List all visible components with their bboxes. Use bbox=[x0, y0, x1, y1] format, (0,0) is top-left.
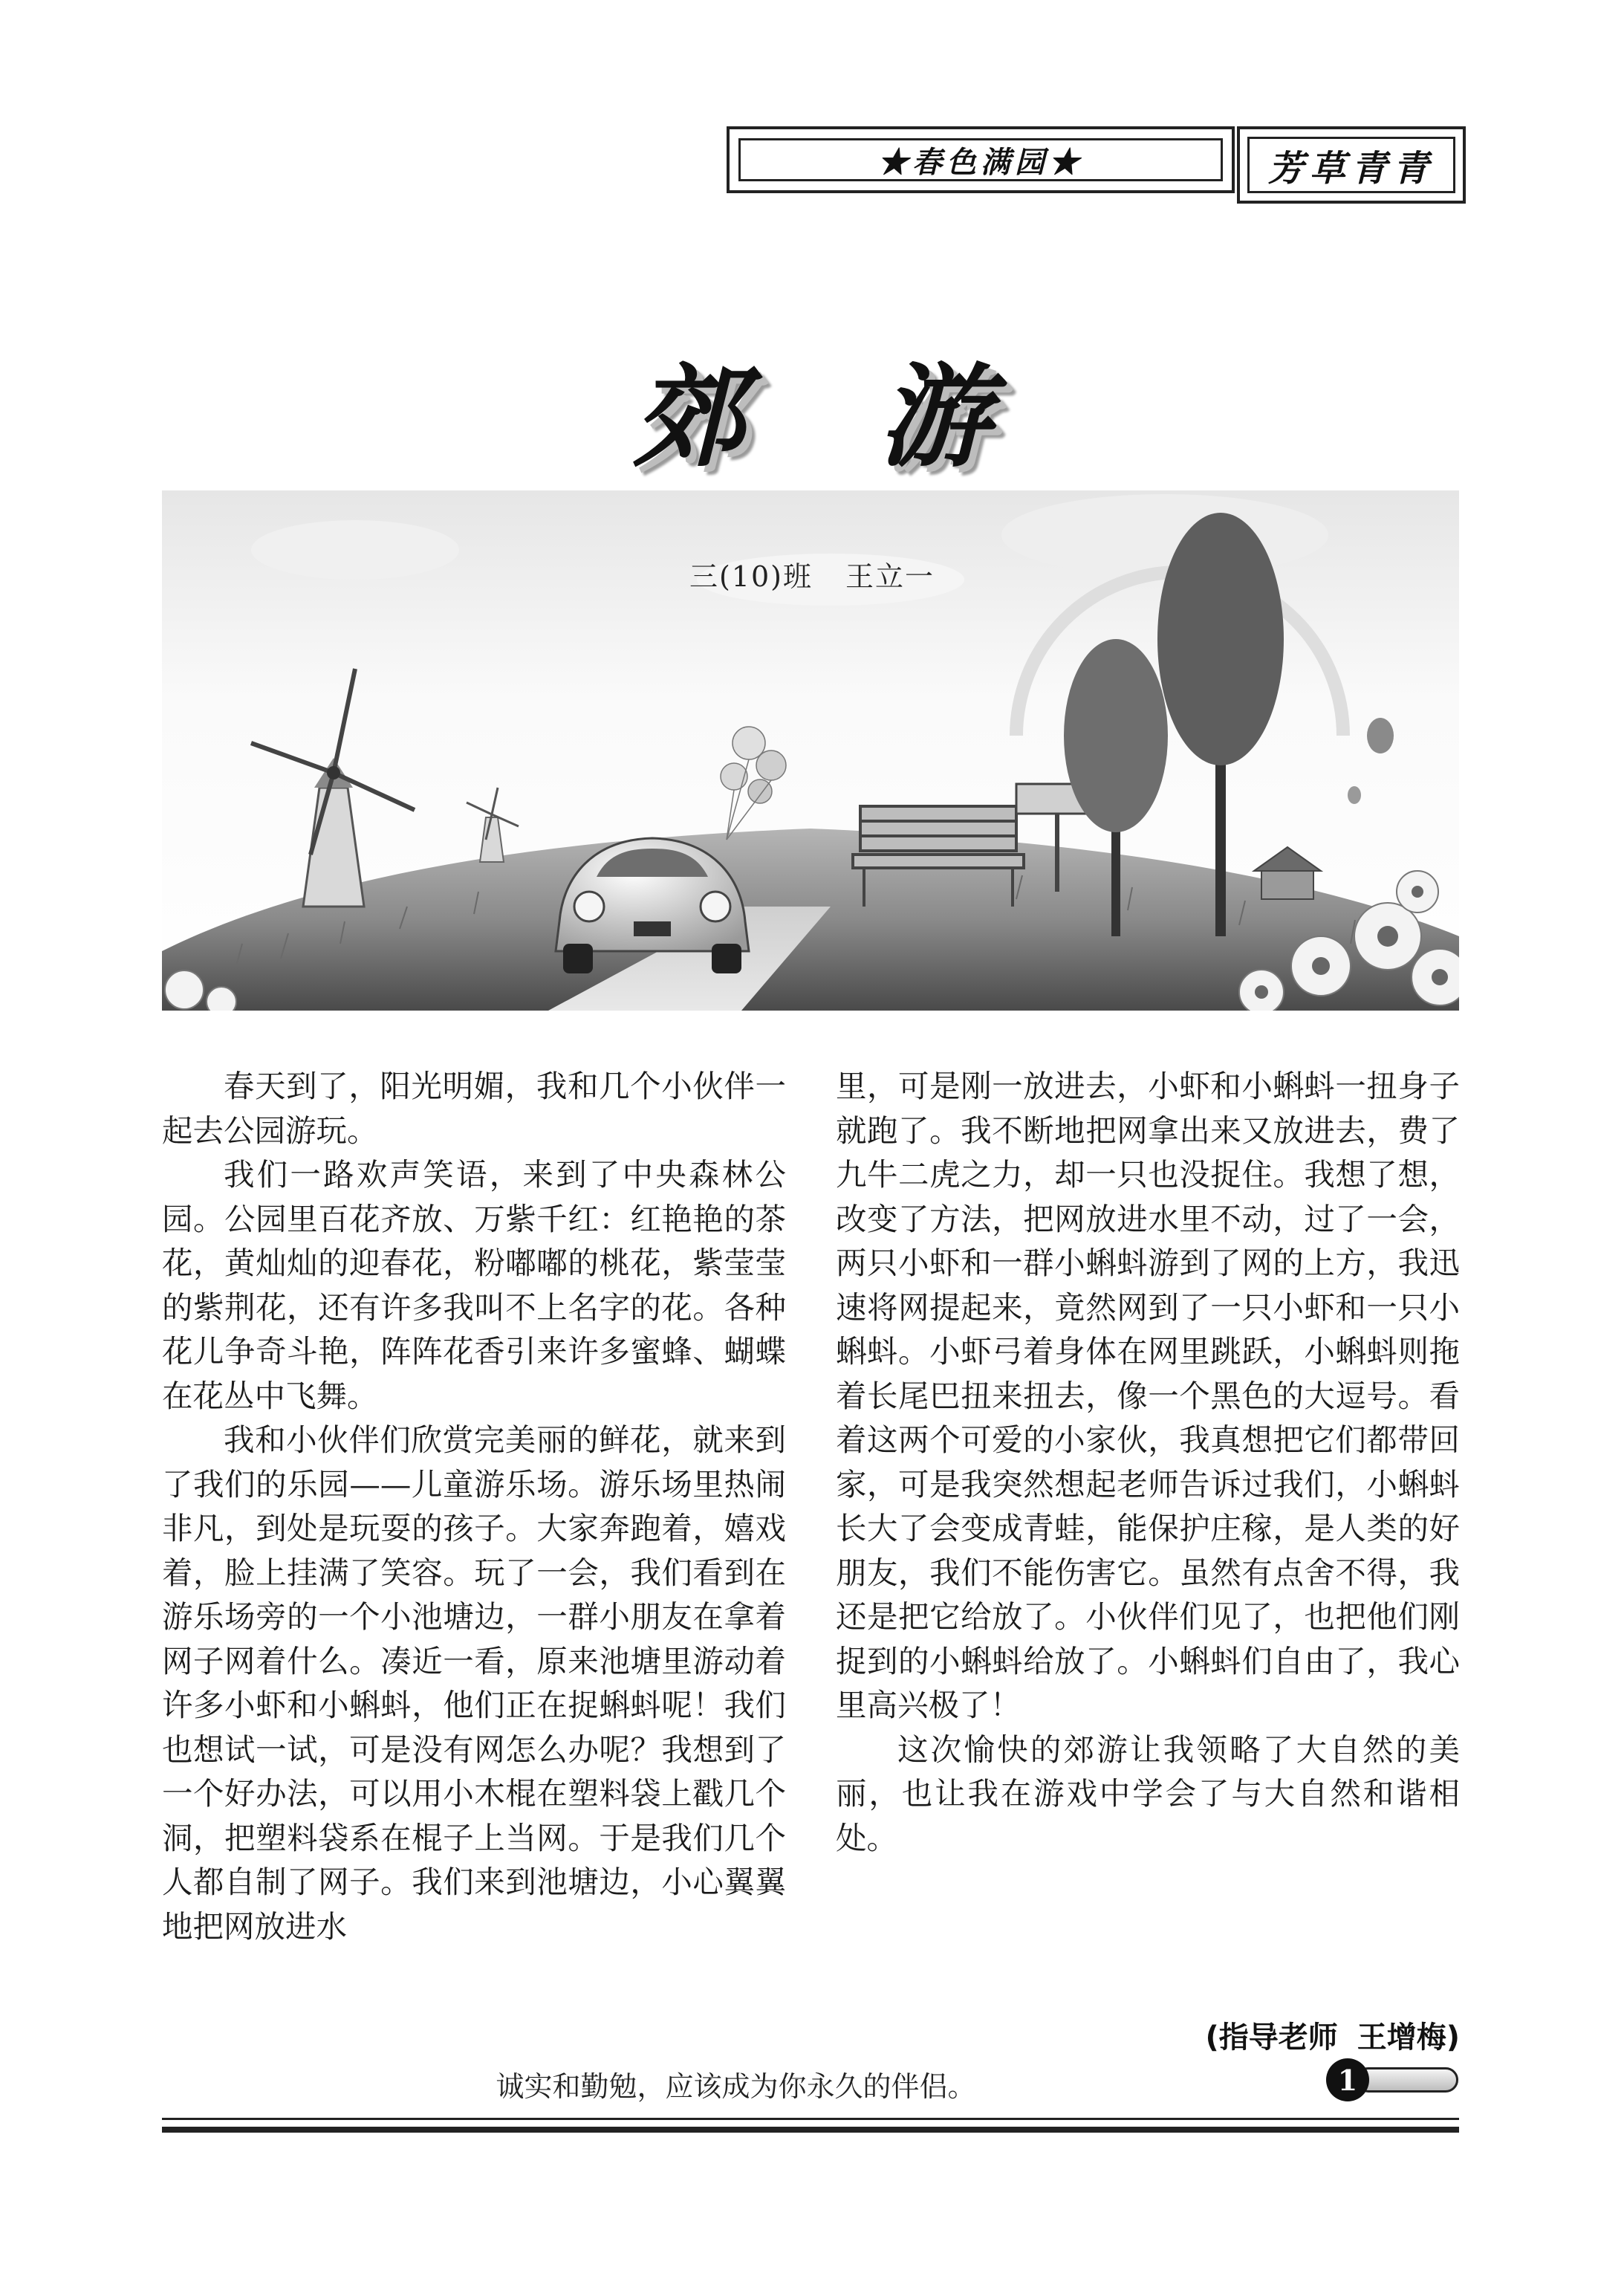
byline-class: 三(10)班 bbox=[689, 560, 813, 593]
article-title: 郊游 bbox=[633, 351, 1124, 482]
paragraph: 我和小伙伴们欣赏完美丽的鲜花，就来到了我们的乐园——儿童游乐场。游乐场里热闹非凡，到处是玩耍的孩子。大家奔跑着，嬉戏着，脸上挂满了笑容。玩了一会，我们看到在游乐场旁的一个小池塘边，一群小朋友在拿着网子网着什么。凑近一看，原来池塘里游动着许多小虾和小蝌蚪，他们正在捉蝌蚪呢！我们也想试一试，可是没有网怎么办呢？我想到了一个好办法，可以用小木棍在塑料袋上戳几个洞，把塑料袋系在棍子上当网。于是我们几个人都自制了网子。我们来到池塘边，小心翼翼地把网放进水 bbox=[162, 1422, 786, 1945]
column-label: ★春色满园★ bbox=[738, 138, 1223, 181]
column-label-box bbox=[727, 126, 1235, 193]
footer-motto: 诚实和勤勉，应该成为你永久的伴侣。 bbox=[496, 2070, 976, 2103]
page-pill bbox=[1356, 2067, 1458, 2093]
teacher-credit bbox=[836, 2014, 1460, 2056]
section-name: 芳草青青 bbox=[1247, 137, 1455, 193]
teacher-name: 王增梅) bbox=[1357, 2020, 1460, 2055]
byline bbox=[0, 554, 1624, 594]
paragraph-continuation: 里，可是刚一放进去，小虾和小蝌蚪一扭身子就跑了。我不断地把网拿出来又放进去，费了九牛二虎之力，却一只也没捉住。我想了想，改变了方法，把网放进水里不动，过了一会，两只小虾和一群小蝌蚪游到了网的上方，我迅速将网提起来，竟然网到了一只小虾和一只小蝌蚪。小虾弓着身体在网里跳跃，小蝌蚪则拖着长尾巴扭来扭去，像一个黑色的大逗号。看着这两个可爱的小家伙，我真想把它们都带回家，可是我突然想起老师告诉过我们，小蝌蚪长大了会变成青蛙，能保护庄稼，是人类的好朋友，我们不能伤害它。虽然有点舍不得，我还是把它给放了。小伙伴们见了，也把他们刚捉到的小蝌蚪给放了。小蝌蚪们自由了，我心里高兴极了！ bbox=[836, 1068, 1460, 1723]
page-number: 1 bbox=[1326, 2058, 1369, 2101]
byline-author: 王立一 bbox=[845, 560, 935, 593]
teacher-label: (指导老师 bbox=[1205, 2020, 1338, 2055]
footer-rule-thick bbox=[162, 2127, 1459, 2133]
paragraph: 春天到了，阳光明媚，我和几个小伙伴一起去公园游玩。 bbox=[162, 1068, 786, 1149]
paragraph: 我们一路欢声笑语，来到了中央森林公园。公园里百花齐放、万紫千红：红艳艳的茶花，黄灿灿的迎春花，粉嘟嘟的桃花，紫莹莹的紫荆花，还有许多我叫不上名字的花。各种花儿争奇斗艳，阵阵花香引来许多蜜蜂、蝴蝶在花丛中飞舞。 bbox=[162, 1156, 786, 1414]
footer-rule-thin bbox=[162, 2118, 1459, 2120]
right-column bbox=[836, 1064, 1460, 1860]
page-number-badge bbox=[1326, 2058, 1460, 2101]
left-column bbox=[162, 1064, 786, 1948]
paragraph: 这次愉快的郊游让我领略了大自然的美丽，也让我在游戏中学会了与大自然和谐相处。 bbox=[836, 1731, 1460, 1856]
section-name-box bbox=[1237, 126, 1466, 204]
